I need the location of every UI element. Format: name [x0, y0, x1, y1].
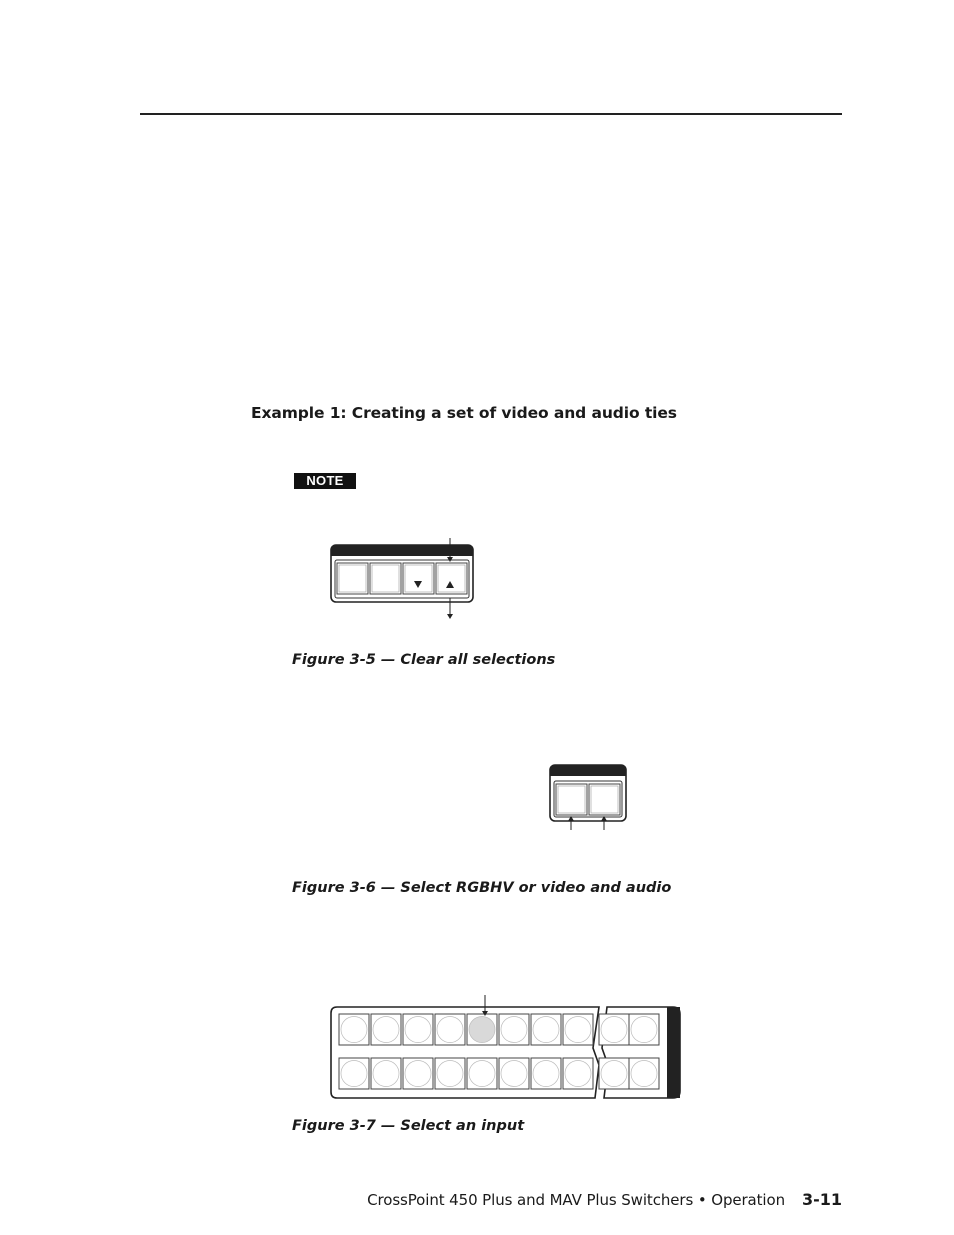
note-badge: NOTE	[294, 473, 356, 489]
figure-3-6-caption: Figure 3-6 — Select RGBHV or video and audio	[292, 880, 672, 896]
up-button[interactable]	[436, 563, 467, 594]
page-number: 3-11	[801, 1190, 842, 1209]
down-button[interactable]	[403, 563, 434, 594]
input-button[interactable]	[531, 1014, 561, 1045]
top-rule	[140, 113, 842, 115]
figure-3-7-caption: Figure 3-7 — Select an input	[292, 1118, 525, 1134]
figure-3-6-select-panel	[540, 755, 640, 835]
input-button[interactable]	[467, 1058, 497, 1089]
input-button[interactable]	[339, 1058, 369, 1089]
input-button[interactable]	[599, 1058, 629, 1089]
figure-3-5-clear-panel	[320, 530, 490, 625]
panel-side-bar	[667, 1007, 680, 1098]
panel-title-bar	[550, 765, 626, 776]
rgbhv-button[interactable]	[556, 784, 587, 815]
figure-3-5-caption: Figure 3-5 — Clear all selections	[292, 652, 556, 668]
input-button[interactable]	[499, 1014, 529, 1045]
input-button[interactable]	[629, 1058, 659, 1089]
input-button[interactable]	[403, 1058, 433, 1089]
footer-title: CrossPoint 450 Plus and MAV Plus Switchers • Operation	[367, 1191, 785, 1209]
input-button[interactable]	[403, 1014, 433, 1045]
figure-3-7-input-panel	[320, 990, 690, 1105]
input-button[interactable]	[563, 1014, 593, 1045]
input-button[interactable]	[371, 1058, 401, 1089]
input-button[interactable]	[499, 1058, 529, 1089]
example-heading: Example 1: Creating a set of video and audio ties	[251, 404, 677, 422]
input-button[interactable]	[467, 1014, 497, 1045]
input-button[interactable]	[563, 1058, 593, 1089]
panel-button[interactable]	[337, 563, 368, 594]
input-button[interactable]	[371, 1014, 401, 1045]
input-button[interactable]	[629, 1014, 659, 1045]
input-button[interactable]	[435, 1058, 465, 1089]
input-button[interactable]	[531, 1058, 561, 1089]
video-audio-button[interactable]	[589, 784, 620, 815]
input-button[interactable]	[435, 1014, 465, 1045]
input-button[interactable]	[339, 1014, 369, 1045]
input-button[interactable]	[599, 1014, 629, 1045]
panel-button[interactable]	[370, 563, 401, 594]
panel-title-bar	[331, 545, 473, 556]
